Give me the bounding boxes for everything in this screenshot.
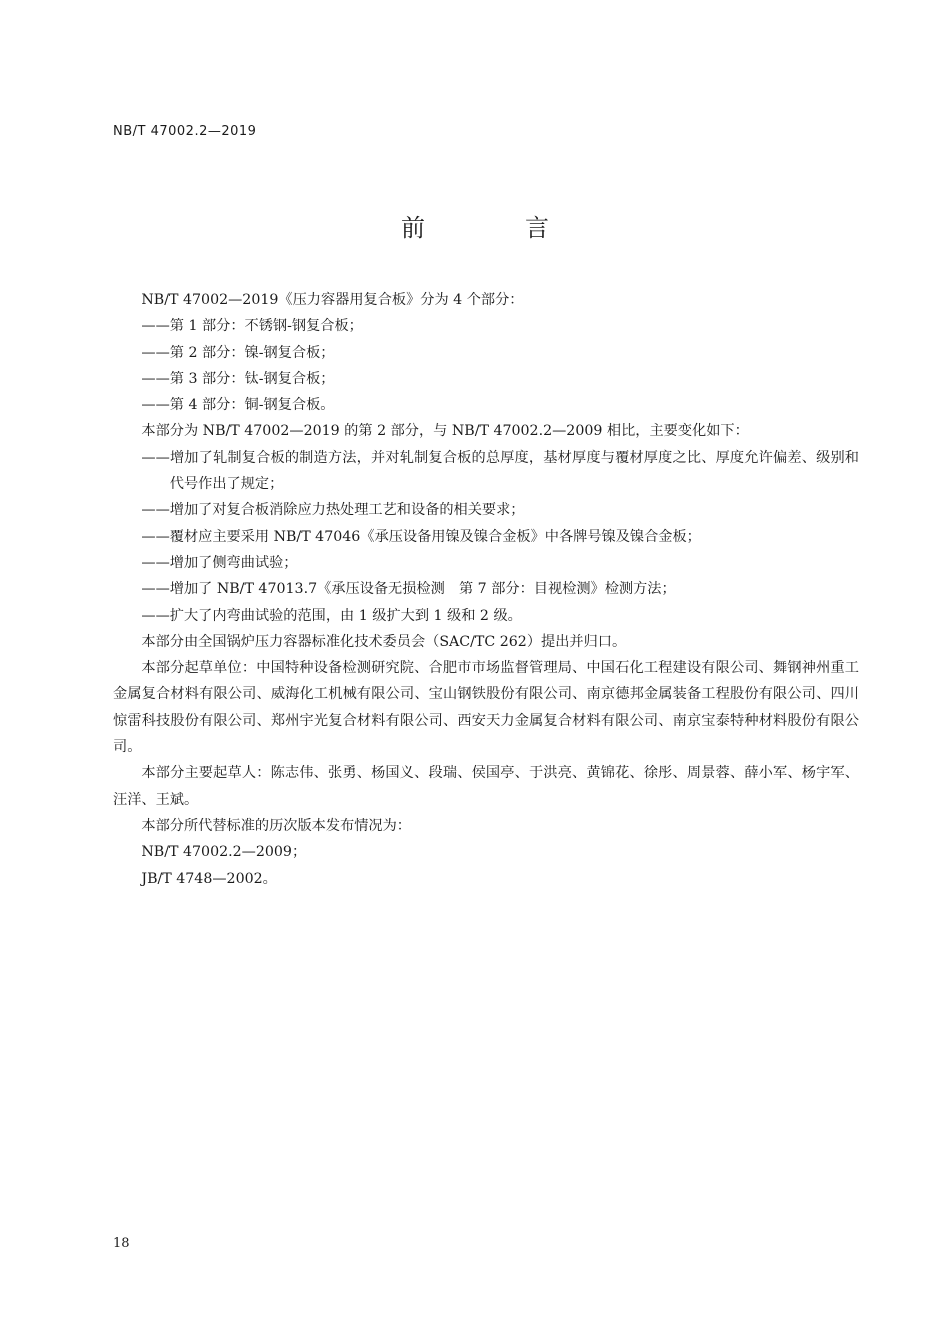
history-item: JB/T 4748—2002。 <box>141 870 277 887</box>
changes-intro-paragraph: 本部分为 NB/T 47002—2019 的第 2 部分，与 NB/T 47002.2—2009 相比，主要变化如下： <box>141 423 749 440</box>
change-item: ——增加了侧弯曲试验； <box>141 554 298 571</box>
change-item: ——增加了轧制复合板的制造方法，并对轧制复合板的总厚度，基材厚度与覆材厚度之比、厚度允许偏差、级别和代号作出了规定； <box>141 449 859 493</box>
proposed-by-paragraph: 本部分由全国锅炉压力容器标准化技术委员会（SAC/TC 262）提出并归口。 <box>141 633 627 650</box>
drafters-paragraph: 本部分主要起草人：陈志伟、张勇、杨国义、段瑞、侯国亭、于洪亮、黄锦花、徐彤、周景蓉、薛小军、杨宇军、汪洋、王斌。 <box>113 765 859 808</box>
history-item: NB/T 47002.2—2009； <box>141 844 307 861</box>
page-number: 18 <box>113 1236 130 1251</box>
part-item: ——第 4 部分：铜-钢复合板。 <box>141 397 335 414</box>
part-item: ——第 3 部分：钛-钢复合板； <box>141 370 335 387</box>
part-item: ——第 1 部分：不锈钢-钢复合板； <box>141 318 363 335</box>
change-item: ——增加了对复合板消除应力热处理工艺和设备的相关要求； <box>141 502 525 519</box>
drafting-units-paragraph: 本部分起草单位：中国特种设备检测研究院、合肥市市场监督管理局、中国石化工程建设有限公司、舞钢神州重工金属复合材料有限公司、威海化工机械有限公司、宝山钢铁股份有限公司、南京德邦金属装备工程股份有限公司、四川惊雷科技股份有限公司、郑州宇光复合材料有限公司、西安天力金属复合材料有限公司、南京宝泰特种材料股份有限公司。 <box>113 660 859 756</box>
standard-code-header: NB/T 47002.2—2019 <box>113 124 257 139</box>
history-intro-paragraph: 本部分所代替标准的历次版本发布情况为： <box>141 817 411 834</box>
page-title: 前 言 <box>401 214 587 242</box>
intro-paragraph: NB/T 47002—2019《压力容器用复合板》分为 4 个部分： <box>141 292 524 308</box>
part-item: ——第 2 部分：镍-钢复合板； <box>141 344 335 361</box>
change-item: ——增加了 NB/T 47013.7《承压设备无损检测 第 7 部分：目视检测》检测方法； <box>141 581 676 598</box>
change-item: ——扩大了内弯曲试验的范围，由 1 级扩大到 1 级和 2 级。 <box>141 607 522 624</box>
foreword-body <box>113 287 859 892</box>
change-item: ——覆材应主要采用 NB/T 47046《承压设备用镍及镍合金板》中各牌号镍及镍合金板； <box>141 528 701 545</box>
